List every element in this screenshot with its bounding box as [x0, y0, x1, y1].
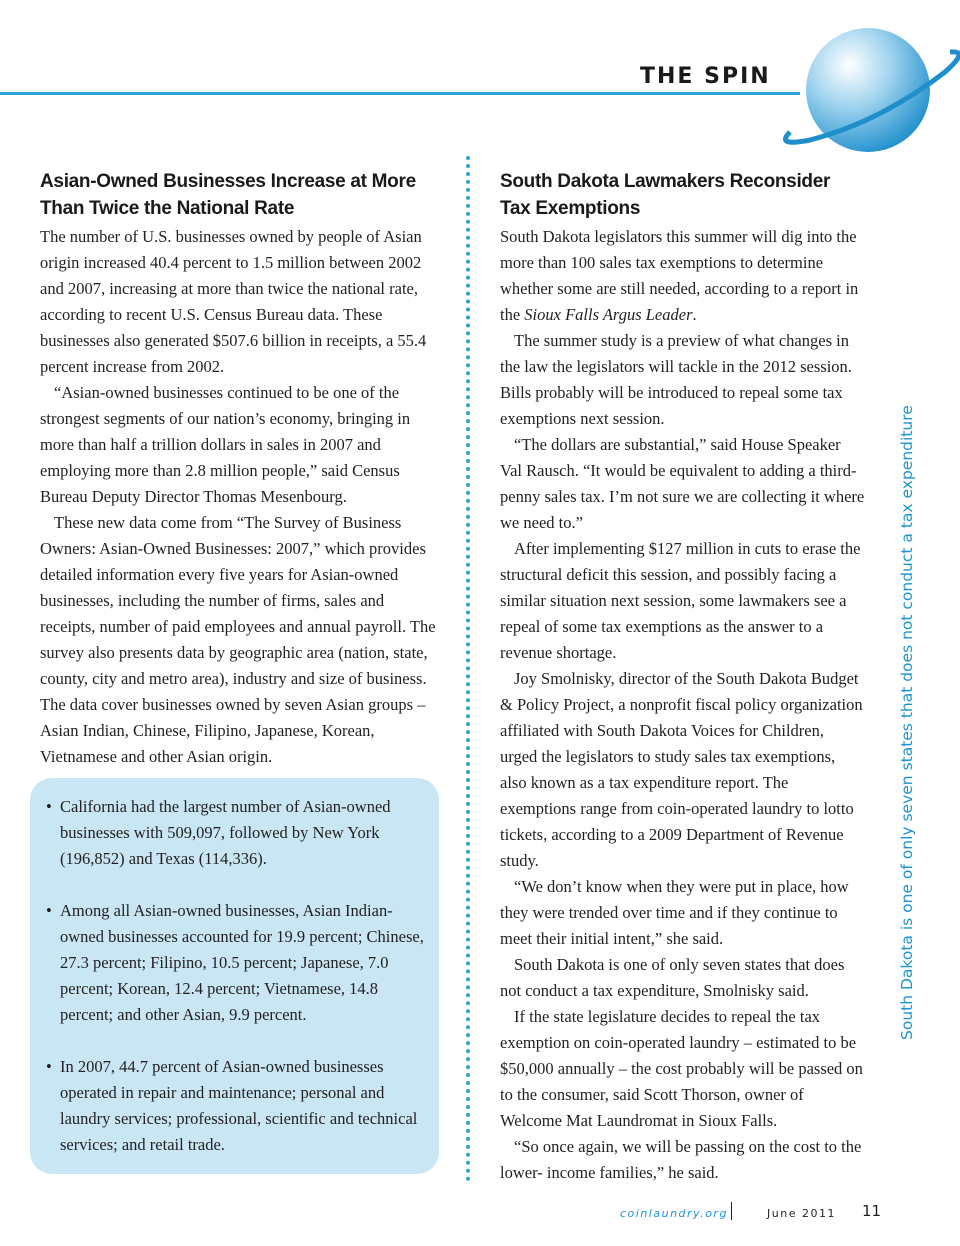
article-paragraph	[500, 224, 865, 328]
right-article	[500, 168, 865, 1186]
newspaper-name: Sioux Falls Argus Leader	[524, 305, 693, 324]
footer-separator	[731, 1202, 732, 1220]
left-article	[40, 168, 440, 770]
article-paragraph: Joy Smolnisky, director of the South Dakota Budget & Policy Project, a nonprofit fiscal policy organization affiliated with South Dakota Voices for Children, urged the legislators to study sales tax exemptions, also known as a tax expenditure report. The exemptions range from coin-operated laundry to lotto tickets, according to a 2009 Department of Revenue study.	[500, 669, 863, 870]
article-paragraph: If the state legislature decides to repeal the tax exemption on coin-operated laundry – estimated to be $50,000 annually – the cost probably will be passed on to the consumer, said Scott Thorson, owner of Welcome Mat Laundromat in Sioux Falls.	[500, 1007, 863, 1130]
article-paragraph: “The dollars are substantial,” said House Speaker Val Rausch. “It would be equivalent to adding a third-penny sales tax. I’m not sure we are collecting it where we need to.”	[500, 435, 865, 532]
list-item: • Among all Asian-owned businesses, Asian Indian-owned businesses accounted for 19.9 percent; Chinese, 27.3 percent; Filipino, 10.5 percent; Japanese, 7.0 percent; Korean, 12.4 percent; Vietnamese, 14.8 percent; and other Asian, 9.9 percent.	[60, 898, 429, 1028]
article-paragraph: These new data come from “The Survey of Business Owners: Asian-Owned Businesses: 2007,” which provides detailed information every five years for Asian-owned businesses, including the number of firms, sales and receipts, number of paid employees and annual payroll. The survey also presents data by geographic area (nation, state, county, city and metro area), industry and size of business. The data cover businesses owned by seven Asian groups – Asian Indian, Chinese, Filipino, Japanese, Korean, Vietnamese and other Asian origin.	[40, 513, 436, 766]
article-paragraph: “So once again, we will be passing on the cost to the lower- income families,” he said.	[500, 1137, 862, 1182]
left-article-title: Asian-Owned Businesses Increase at More Than Twice the National Rate	[40, 171, 416, 219]
article-paragraph: After implementing $127 million in cuts to erase the structural deficit this session, and possibly facing a similar situation next session, some lawmakers see a repeal of some tax exemptions as the answer to a revenue shortage.	[500, 539, 861, 662]
facts-sidebar	[30, 778, 439, 1174]
planet-logo-icon	[770, 22, 960, 162]
header-rule	[0, 92, 800, 95]
article-paragraph: “Asian-owned businesses continued to be one of the strongest segments of our nation’s economy, bringing in more than half a trillion dollars in sales in 2007 and employing more than 2.8 million people,” said Census Bureau Deputy Director Thomas Mesenbourg.	[40, 383, 411, 506]
article-paragraph: The summer study is a preview of what changes in the law the legislators will tackle in the 2012 session. Bills probably will be introduced to repeal some tax exemptions next session.	[500, 331, 852, 428]
list-item: • California had the largest number of Asian-owned businesses with 509,097, followed by New York (196,852) and Texas (114,336).	[60, 794, 429, 872]
footer-site-link[interactable]: coinlaundry.org	[620, 1207, 728, 1220]
text-span: South Dakota legislators this summer will dig into the more than 100 sales tax exemptions to determine whether some are still needed, according to a report in the	[500, 227, 859, 324]
section-title: THE SPIN	[640, 64, 771, 89]
article-paragraph: South Dakota is one of only seven states that does not conduct a tax expenditure, Smolnisky said.	[500, 955, 845, 1000]
column-divider	[466, 156, 470, 1182]
page-number: 11	[862, 1202, 882, 1220]
facts-list	[30, 778, 439, 1158]
footer-date: June 2011	[767, 1207, 836, 1220]
article-paragraph: The number of U.S. businesses owned by people of Asian origin increased 40.4 percent to 1.5 million between 2002 and 2007, increasing at more than twice the national rate, according to recent U.S. Census Bureau data. These businesses also generated $507.6 billion in receipts, a 55.4 percent increase from 2002.	[40, 227, 427, 376]
list-item: • In 2007, 44.7 percent of Asian-owned businesses operated in repair and maintenance; personal and laundry services; professional, scientific and technical services; and retail trade.	[60, 1054, 429, 1158]
right-article-title: South Dakota Lawmakers Reconsider Tax Exemptions	[500, 171, 831, 219]
pull-quote: South Dakota is one of only seven states that does not conduct a tax expenditure	[898, 405, 916, 1040]
article-paragraph: “We don’t know when they were put in place, how they were trended over time and if they continue to meet their initial intent,” she said.	[500, 877, 849, 948]
text-span: .	[692, 305, 697, 324]
